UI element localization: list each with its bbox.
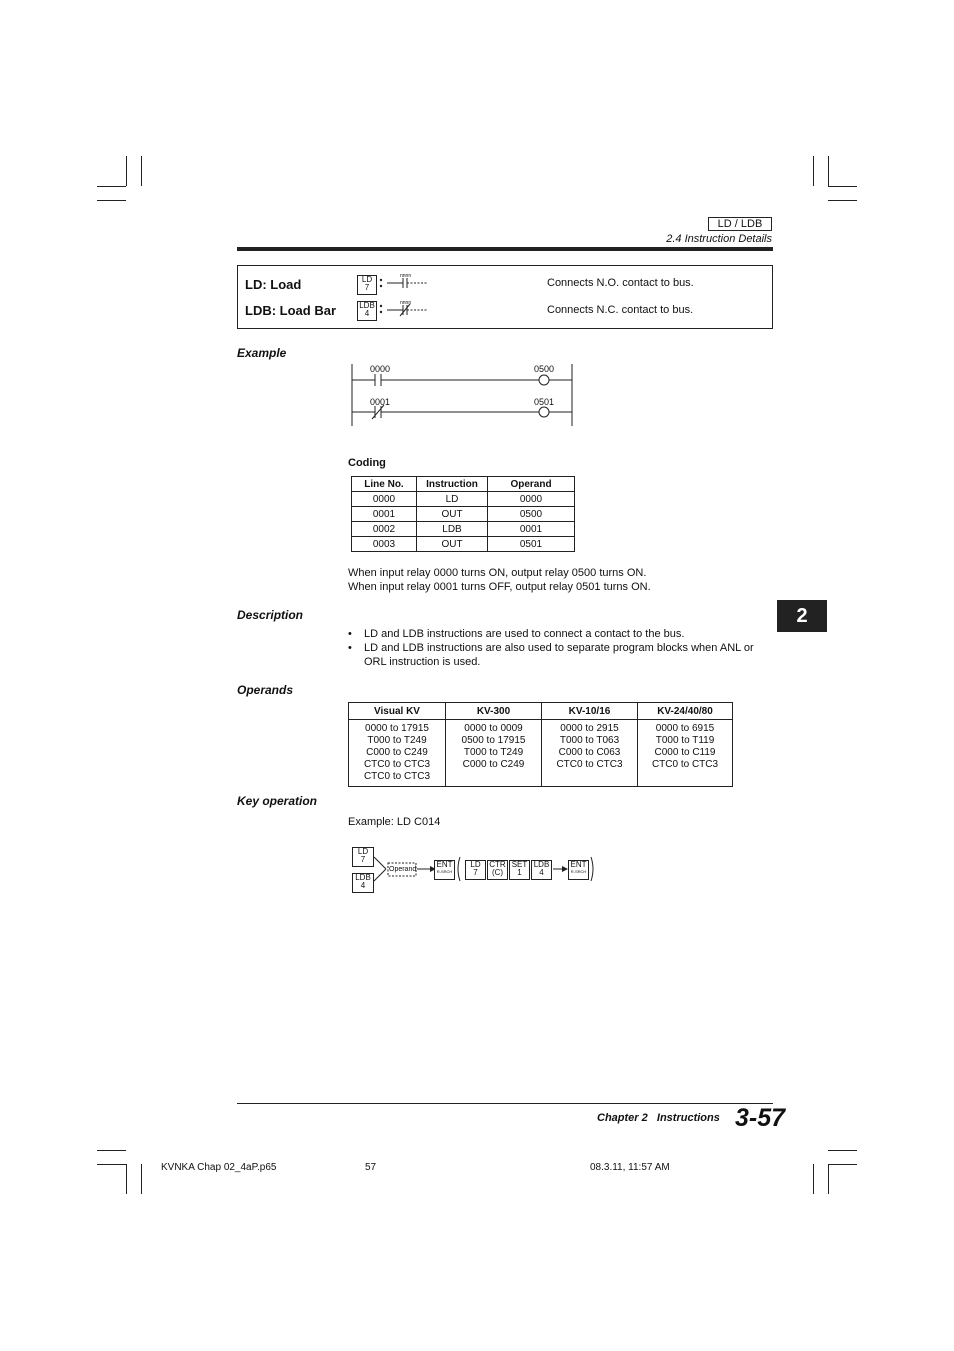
- key-number: 4: [539, 868, 544, 877]
- coding-table: [351, 476, 575, 552]
- coding-label: Coding: [348, 457, 386, 469]
- operands-cell: 0000 to 17915 T000 to T249 C000 to C249 CTC0 to CTC3 CTC0 to CTC3: [349, 720, 446, 787]
- key-label: SET: [511, 860, 528, 869]
- rung1-contact-label: 0000: [370, 364, 391, 374]
- ldb-key-label: LDB: [359, 301, 375, 310]
- key-number: 4: [360, 881, 366, 890]
- key-operation-example: Example: LD C014: [348, 816, 441, 828]
- table-cell: LD: [417, 492, 488, 507]
- table-row: [352, 522, 575, 537]
- instruction-summary-box: [237, 265, 773, 329]
- key-label: ENT: [570, 860, 587, 869]
- ld-key-label: LD: [361, 275, 373, 284]
- table-cell: 0003: [352, 537, 417, 552]
- ld-key-sequence: [352, 847, 374, 867]
- ldb-key-sequence: [531, 860, 552, 880]
- description-bullet: • LD and LDB instructions are also used to separate program blocks when ANL or ORL instruction is used.: [348, 642, 774, 669]
- crop-mark: [828, 1164, 829, 1194]
- table-cell: 0000: [488, 492, 575, 507]
- coding-header: Operand: [488, 477, 575, 492]
- instruction-name-ldb: LDB: Load Bar: [245, 303, 336, 318]
- table-cell: 0501: [488, 537, 575, 552]
- key-number: 7: [473, 868, 478, 877]
- operands-header: KV-10/16: [542, 703, 638, 720]
- rung1-coil-label: 0500: [534, 364, 555, 374]
- table-cell: 0001: [488, 522, 575, 537]
- table-cell: 0002: [352, 522, 417, 537]
- rung2-coil-label: 0501: [534, 397, 555, 407]
- example-heading: Example: [237, 346, 287, 360]
- crop-mark: [97, 186, 126, 187]
- set-key: [509, 860, 530, 880]
- key-label: LDB: [533, 860, 550, 869]
- crop-mark: [97, 1164, 126, 1165]
- operands-cell: 0000 to 6915 T000 to T119 C000 to C119 CTC0 to CTC3: [638, 720, 733, 787]
- crop-mark: [813, 156, 814, 186]
- key-number: 7: [360, 855, 366, 864]
- crop-mark: [828, 200, 857, 201]
- operands-header: KV-24/40/80: [638, 703, 733, 720]
- header-rule: [237, 247, 773, 251]
- crop-mark: [126, 156, 127, 186]
- ent-key: [434, 860, 455, 880]
- crop-mark: [828, 186, 857, 187]
- slug-filename: KVNKA Chap 02_4aP.p65: [161, 1162, 277, 1173]
- ld-description: Connects N.O. contact to bus.: [547, 277, 694, 289]
- crop-mark: [97, 200, 126, 201]
- operands-header: Visual KV: [349, 703, 446, 720]
- ldb-key: [357, 301, 377, 321]
- ldb-key-sequence: [352, 873, 374, 893]
- example-note: When input relay 0000 turns ON, output relay 0500 turns ON.: [348, 567, 647, 579]
- key-label: LDB: [355, 873, 371, 882]
- rung2-contact-label: 0001: [370, 397, 391, 407]
- header-tag: LD / LDB: [708, 217, 772, 231]
- description-heading: Description: [237, 608, 304, 622]
- operands-heading: Operands: [237, 683, 294, 697]
- bullet-text: LD and LDB instructions are used to connect a contact to the bus.: [364, 628, 685, 640]
- table-row: [349, 720, 733, 787]
- key-label: CTR: [489, 860, 506, 869]
- coding-header: Line No.: [352, 477, 417, 492]
- key-number: (C): [491, 868, 504, 877]
- key-number: 1: [517, 868, 522, 877]
- crop-mark: [828, 156, 829, 186]
- table-cell: OUT: [417, 537, 488, 552]
- table-row: [352, 537, 575, 552]
- ldb-operand-label: nnnn: [400, 300, 412, 306]
- contact-symbols: [377, 272, 437, 322]
- ld-key-sequence: [465, 860, 486, 880]
- header-subtitle: 2.4 Instruction Details: [666, 233, 772, 245]
- table-cell: OUT: [417, 507, 488, 522]
- chapter-tab: 2: [777, 600, 827, 632]
- operands-header: KV-300: [446, 703, 542, 720]
- footer-chapter: Chapter 2 Instructions: [597, 1112, 720, 1124]
- ldb-key-number: 4: [364, 309, 370, 318]
- slug-sheet: 57: [365, 1162, 377, 1173]
- table-header-row: [349, 703, 733, 720]
- example-note: When input relay 0001 turns OFF, output relay 0501 turns ON.: [348, 581, 651, 593]
- bullet-text: LD and LDB instructions are also used to separate program blocks when ANL or ORL instruction is used.: [364, 642, 754, 668]
- ld-key-number: 7: [364, 283, 370, 292]
- table-cell: LDB: [417, 522, 488, 537]
- ent-key: [568, 860, 589, 880]
- table-row: [352, 492, 575, 507]
- operand-placeholder: Operand: [389, 866, 417, 873]
- crop-mark: [97, 1150, 126, 1151]
- ld-key: [357, 275, 377, 295]
- table-cell: 0001: [352, 507, 417, 522]
- coding-header: Instruction: [417, 477, 488, 492]
- ldb-description: Connects N.C. contact to bus.: [547, 304, 694, 316]
- ctr-key: [487, 860, 508, 880]
- key-sublabel: R-SRCH: [436, 869, 453, 874]
- key-operation-heading: Key operation: [237, 794, 318, 808]
- instruction-name-ld: LD: Load: [245, 277, 302, 292]
- crop-mark: [828, 1150, 857, 1151]
- crop-mark: [813, 1164, 814, 1194]
- page-number: 3-57: [735, 1104, 786, 1132]
- crop-mark: [141, 1164, 142, 1194]
- table-cell: 0000: [352, 492, 417, 507]
- ld-operand-label: nnnn: [400, 273, 412, 279]
- slug-timestamp: 08.3.11, 11:57 AM: [590, 1162, 670, 1173]
- table-row: [352, 507, 575, 522]
- operands-table: [348, 702, 733, 787]
- key-label: LD: [357, 847, 369, 856]
- key-sublabel: R-SRCH: [570, 869, 587, 874]
- key-label: LD: [470, 860, 481, 869]
- crop-mark: [828, 1164, 857, 1165]
- table-header-row: [352, 477, 575, 492]
- footer-rule: [237, 1103, 773, 1104]
- operands-cell: 0000 to 0009 0500 to 17915 T000 to T249 C000 to C249: [446, 720, 542, 787]
- crop-mark: [126, 1164, 127, 1194]
- key-label: ENT: [436, 860, 453, 869]
- operands-cell: 0000 to 2915 T000 to T063 C000 to C063 CTC0 to CTC3: [542, 720, 638, 787]
- table-cell: 0500: [488, 507, 575, 522]
- description-bullet: • LD and LDB instructions are used to connect a contact to the bus.: [348, 628, 774, 642]
- crop-mark: [141, 156, 142, 186]
